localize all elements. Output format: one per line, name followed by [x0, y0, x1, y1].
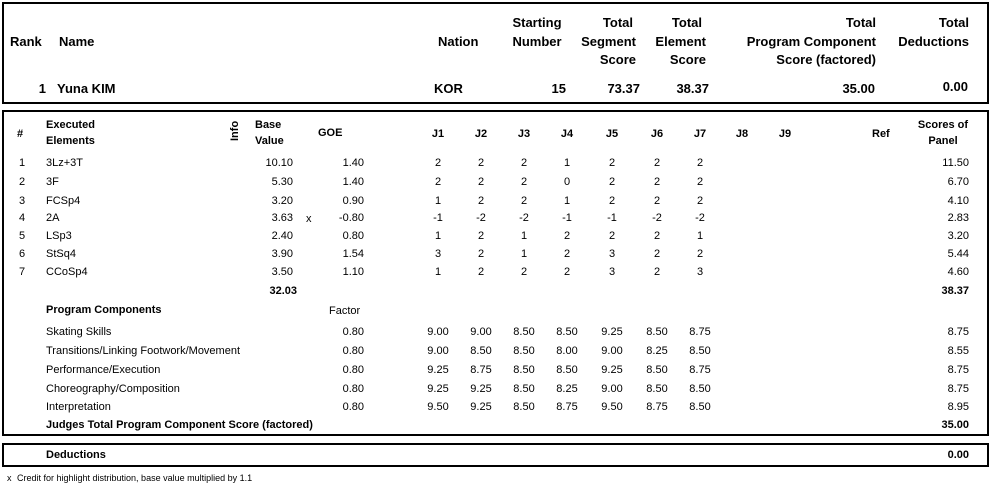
element-panel-score: 11.50 — [942, 157, 969, 169]
element-name: StSq4 — [46, 248, 76, 260]
pc-name: Choreography/Composition — [46, 383, 180, 395]
skater-nation: KOR — [434, 81, 463, 96]
element-name: 3Lz+3T — [46, 157, 83, 169]
pc-judge-score: 8.50 — [556, 364, 578, 376]
element-num: 5 — [19, 230, 26, 242]
pc-judge-score: 8.50 — [556, 326, 578, 338]
skater-starting-number: 15 — [551, 81, 566, 96]
pc-factor: 0.80 — [342, 383, 364, 395]
element-judge-score: 3 — [608, 248, 616, 260]
element-judge-score: -1 — [607, 212, 617, 224]
name-label: Name — [59, 34, 95, 49]
element-name: 3F — [46, 176, 59, 188]
element-base-value: 2.40 — [271, 230, 293, 242]
skater-total-pcs: 35.00 — [842, 81, 875, 96]
executed-col-header-2: Elements — [46, 135, 95, 147]
element-goe: 0.90 — [342, 195, 364, 207]
element-judge-score: 2 — [520, 176, 528, 188]
skater-total-deductions: 0.00 — [942, 79, 968, 94]
element-panel-score: 5.44 — [947, 248, 969, 260]
j9-col-header: J9 — [778, 128, 792, 140]
deductions-value: 0.00 — [947, 449, 969, 461]
element-judge-score: 2 — [520, 266, 528, 278]
elements-total-panel: 38.37 — [941, 285, 969, 297]
element-judge-score: 2 — [477, 157, 485, 169]
element-judge-score: 2 — [608, 195, 616, 207]
element-judge-score: 2 — [520, 157, 528, 169]
element-judge-score: 0 — [563, 176, 571, 188]
element-judge-score: 2 — [653, 230, 661, 242]
j5-col-header: J5 — [605, 128, 619, 140]
goe-col-header: GOE — [318, 127, 343, 139]
element-judge-score: 2 — [563, 248, 571, 260]
pcs-label-1: Total — [845, 15, 876, 30]
pc-panel-score: 8.95 — [947, 401, 969, 413]
pc-judge-score: 8.50 — [513, 383, 535, 395]
element-judge-score: 2 — [608, 176, 616, 188]
element-base-value: 5.30 — [271, 176, 293, 188]
ref-col-header: Ref — [872, 128, 890, 140]
pc-name: Transitions/Linking Footwork/Movement — [46, 345, 241, 357]
j2-col-header: J2 — [474, 128, 488, 140]
element-judge-score: 2 — [696, 195, 704, 207]
pc-judge-score: 9.00 — [427, 345, 449, 357]
pc-panel-score: 8.75 — [947, 383, 969, 395]
element-num: 6 — [19, 248, 26, 260]
element-judge-score: 2 — [696, 157, 704, 169]
element-judge-score: 2 — [477, 176, 485, 188]
pc-judge-score: 9.00 — [601, 383, 623, 395]
element-name: FCSp4 — [46, 195, 81, 207]
pc-judge-score: 8.25 — [556, 383, 578, 395]
element-judge-score: 1 — [563, 195, 571, 207]
tss-label-3: Score — [599, 52, 636, 67]
element-judge-score: 2 — [563, 230, 571, 242]
pc-judge-score: 8.50 — [646, 326, 668, 338]
pc-judge-score: 9.25 — [470, 383, 492, 395]
element-num: 1 — [19, 157, 26, 169]
pc-judge-score: 9.25 — [601, 326, 623, 338]
element-goe: 0.80 — [342, 230, 364, 242]
element-judge-score: 2 — [434, 157, 442, 169]
pc-judge-score: 8.50 — [513, 401, 535, 413]
element-judge-score: 2 — [434, 176, 442, 188]
deductions-label: Deductions — [46, 449, 106, 461]
element-judge-score: 1 — [434, 230, 442, 242]
element-panel-score: 4.60 — [947, 266, 969, 278]
pc-judge-score: 8.50 — [513, 326, 535, 338]
tss-label-2: Segment — [581, 34, 636, 49]
element-judge-score: 2 — [653, 195, 661, 207]
pc-panel-score: 8.75 — [947, 326, 969, 338]
pc-judge-score: 9.25 — [427, 383, 449, 395]
skater-total-element-score: 38.37 — [676, 81, 709, 96]
element-judge-score: 2 — [477, 248, 485, 260]
element-panel-score: 4.10 — [947, 195, 969, 207]
pc-name: Performance/Execution — [46, 364, 161, 376]
tes-label-3: Score — [669, 52, 706, 67]
element-judge-score: 2 — [653, 176, 661, 188]
pc-judge-score: 8.50 — [513, 345, 535, 357]
j4-col-header: J4 — [560, 128, 574, 140]
element-judge-score: 2 — [563, 266, 571, 278]
base-col-header-1: Base — [255, 119, 282, 131]
element-num: 2 — [19, 176, 26, 188]
element-name: 2A — [46, 212, 60, 224]
element-judge-score: 3 — [696, 266, 704, 278]
starting-number-label-2: Number — [512, 34, 562, 49]
deductions-box — [2, 443, 989, 467]
element-goe: 1.54 — [342, 248, 364, 260]
pc-factor: 0.80 — [342, 401, 364, 413]
element-num: 7 — [19, 266, 26, 278]
pc-judge-score: 9.00 — [601, 345, 623, 357]
factor-col-header: Factor — [329, 305, 361, 317]
pc-judge-score: 8.75 — [646, 401, 668, 413]
rank-label: Rank — [10, 34, 42, 49]
tes-label-1: Total — [671, 15, 702, 30]
j3-col-header: J3 — [517, 128, 531, 140]
element-panel-score: 2.83 — [947, 212, 969, 224]
element-judge-score: -2 — [695, 212, 705, 224]
pc-judge-score: 8.50 — [689, 401, 711, 413]
pc-name: Skating Skills — [46, 326, 112, 338]
j6-col-header: J6 — [650, 128, 664, 140]
element-goe: 1.40 — [342, 176, 364, 188]
element-judge-score: 2 — [477, 230, 485, 242]
element-judge-score: 2 — [520, 195, 528, 207]
element-judge-score: -1 — [433, 212, 443, 224]
pc-panel-score: 8.75 — [947, 364, 969, 376]
pc-total-label: Judges Total Program Component Score (factored) — [46, 419, 313, 431]
pc-judge-score: 9.25 — [601, 364, 623, 376]
element-goe: -0.80 — [338, 212, 364, 224]
element-judge-score: 1 — [434, 195, 442, 207]
element-judge-score: 2 — [477, 195, 485, 207]
pc-judge-score: 9.25 — [427, 364, 449, 376]
element-judge-score: -2 — [652, 212, 662, 224]
element-info: x — [306, 213, 312, 225]
element-goe: 1.40 — [342, 157, 364, 169]
element-base-value: 3.20 — [271, 195, 293, 207]
pc-judge-score: 9.50 — [601, 401, 623, 413]
pc-judge-score: 8.75 — [689, 326, 711, 338]
element-judge-score: 2 — [653, 248, 661, 260]
element-judge-score: 2 — [608, 230, 616, 242]
pcs-label-3: Score (factored) — [776, 52, 876, 67]
j1-col-header: J1 — [431, 128, 445, 140]
pc-judge-score: 8.25 — [646, 345, 668, 357]
element-judge-score: 3 — [608, 266, 616, 278]
pc-judge-score: 9.00 — [427, 326, 449, 338]
pc-name: Interpretation — [46, 401, 111, 413]
pc-judge-score: 8.50 — [470, 345, 492, 357]
panel-col-header-1: Scores of — [917, 119, 969, 131]
deductions-label-1: Total — [938, 15, 969, 30]
j7-col-header: J7 — [693, 128, 707, 140]
skater-rank: 1 — [38, 81, 46, 96]
pc-factor: 0.80 — [342, 364, 364, 376]
element-panel-score: 3.20 — [947, 230, 969, 242]
element-base-value: 10.10 — [265, 157, 293, 169]
element-judge-score: -2 — [476, 212, 486, 224]
footnote-mark: x — [7, 473, 12, 483]
element-judge-score: 2 — [653, 266, 661, 278]
element-judge-score: -1 — [562, 212, 572, 224]
pc-judge-score: 8.75 — [470, 364, 492, 376]
pc-judge-score: 8.75 — [689, 364, 711, 376]
tss-label-1: Total — [602, 15, 633, 30]
pc-total-value: 35.00 — [941, 419, 969, 431]
element-judge-score: 2 — [608, 157, 616, 169]
element-judge-score: 2 — [696, 176, 704, 188]
element-judge-score: 2 — [653, 157, 661, 169]
skater-name: Yuna KIM — [57, 81, 116, 96]
j8-col-header: J8 — [735, 128, 749, 140]
pc-judge-score: 9.25 — [470, 401, 492, 413]
pc-judge-score: 8.50 — [689, 345, 711, 357]
element-judge-score: 1 — [520, 230, 528, 242]
program-components-label: Program Components — [46, 304, 162, 316]
element-judge-score: 1 — [434, 266, 442, 278]
element-judge-score: 2 — [477, 266, 485, 278]
element-panel-score: 6.70 — [947, 176, 969, 188]
pcs-label-2: Program Component — [746, 34, 876, 49]
element-judge-score: 2 — [696, 248, 704, 260]
element-name: LSp3 — [46, 230, 72, 242]
pc-judge-score: 8.50 — [689, 383, 711, 395]
element-name: CCoSp4 — [46, 266, 88, 278]
nation-label: Nation — [438, 34, 479, 49]
element-judge-score: -2 — [519, 212, 529, 224]
tes-label-2: Element — [655, 34, 706, 49]
element-num: 4 — [19, 212, 26, 224]
pc-judge-score: 8.50 — [646, 364, 668, 376]
pc-judge-score: 8.50 — [646, 383, 668, 395]
pc-factor: 0.80 — [342, 326, 364, 338]
element-judge-score: 1 — [520, 248, 528, 260]
element-num: 3 — [19, 195, 26, 207]
info-col-header: Info — [229, 120, 241, 141]
element-base-value: 3.50 — [271, 266, 293, 278]
pc-judge-score: 9.50 — [427, 401, 449, 413]
pc-judge-score: 8.50 — [513, 364, 535, 376]
pc-judge-score: 8.75 — [556, 401, 578, 413]
panel-col-header-2: Panel — [928, 135, 958, 147]
num-col-header: # — [17, 128, 24, 140]
element-judge-score: 1 — [563, 157, 571, 169]
element-judge-score: 3 — [434, 248, 442, 260]
element-judge-score: 1 — [696, 230, 704, 242]
element-goe: 1.10 — [342, 266, 364, 278]
deductions-label-2: Deductions — [898, 34, 969, 49]
pc-panel-score: 8.55 — [947, 345, 969, 357]
element-base-value: 3.90 — [271, 248, 293, 260]
elements-total-base: 32.03 — [269, 285, 297, 297]
skater-total-segment-score: 73.37 — [607, 81, 640, 96]
executed-col-header-1: Executed — [46, 119, 95, 131]
pc-judge-score: 9.00 — [470, 326, 492, 338]
pc-factor: 0.80 — [342, 345, 364, 357]
starting-number-label-1: Starting — [512, 15, 562, 30]
base-col-header-2: Value — [255, 135, 284, 147]
pc-judge-score: 8.00 — [556, 345, 578, 357]
element-base-value: 3.63 — [271, 212, 293, 224]
footnote-text: Credit for highlight distribution, base value multiplied by 1.1 — [17, 473, 253, 483]
